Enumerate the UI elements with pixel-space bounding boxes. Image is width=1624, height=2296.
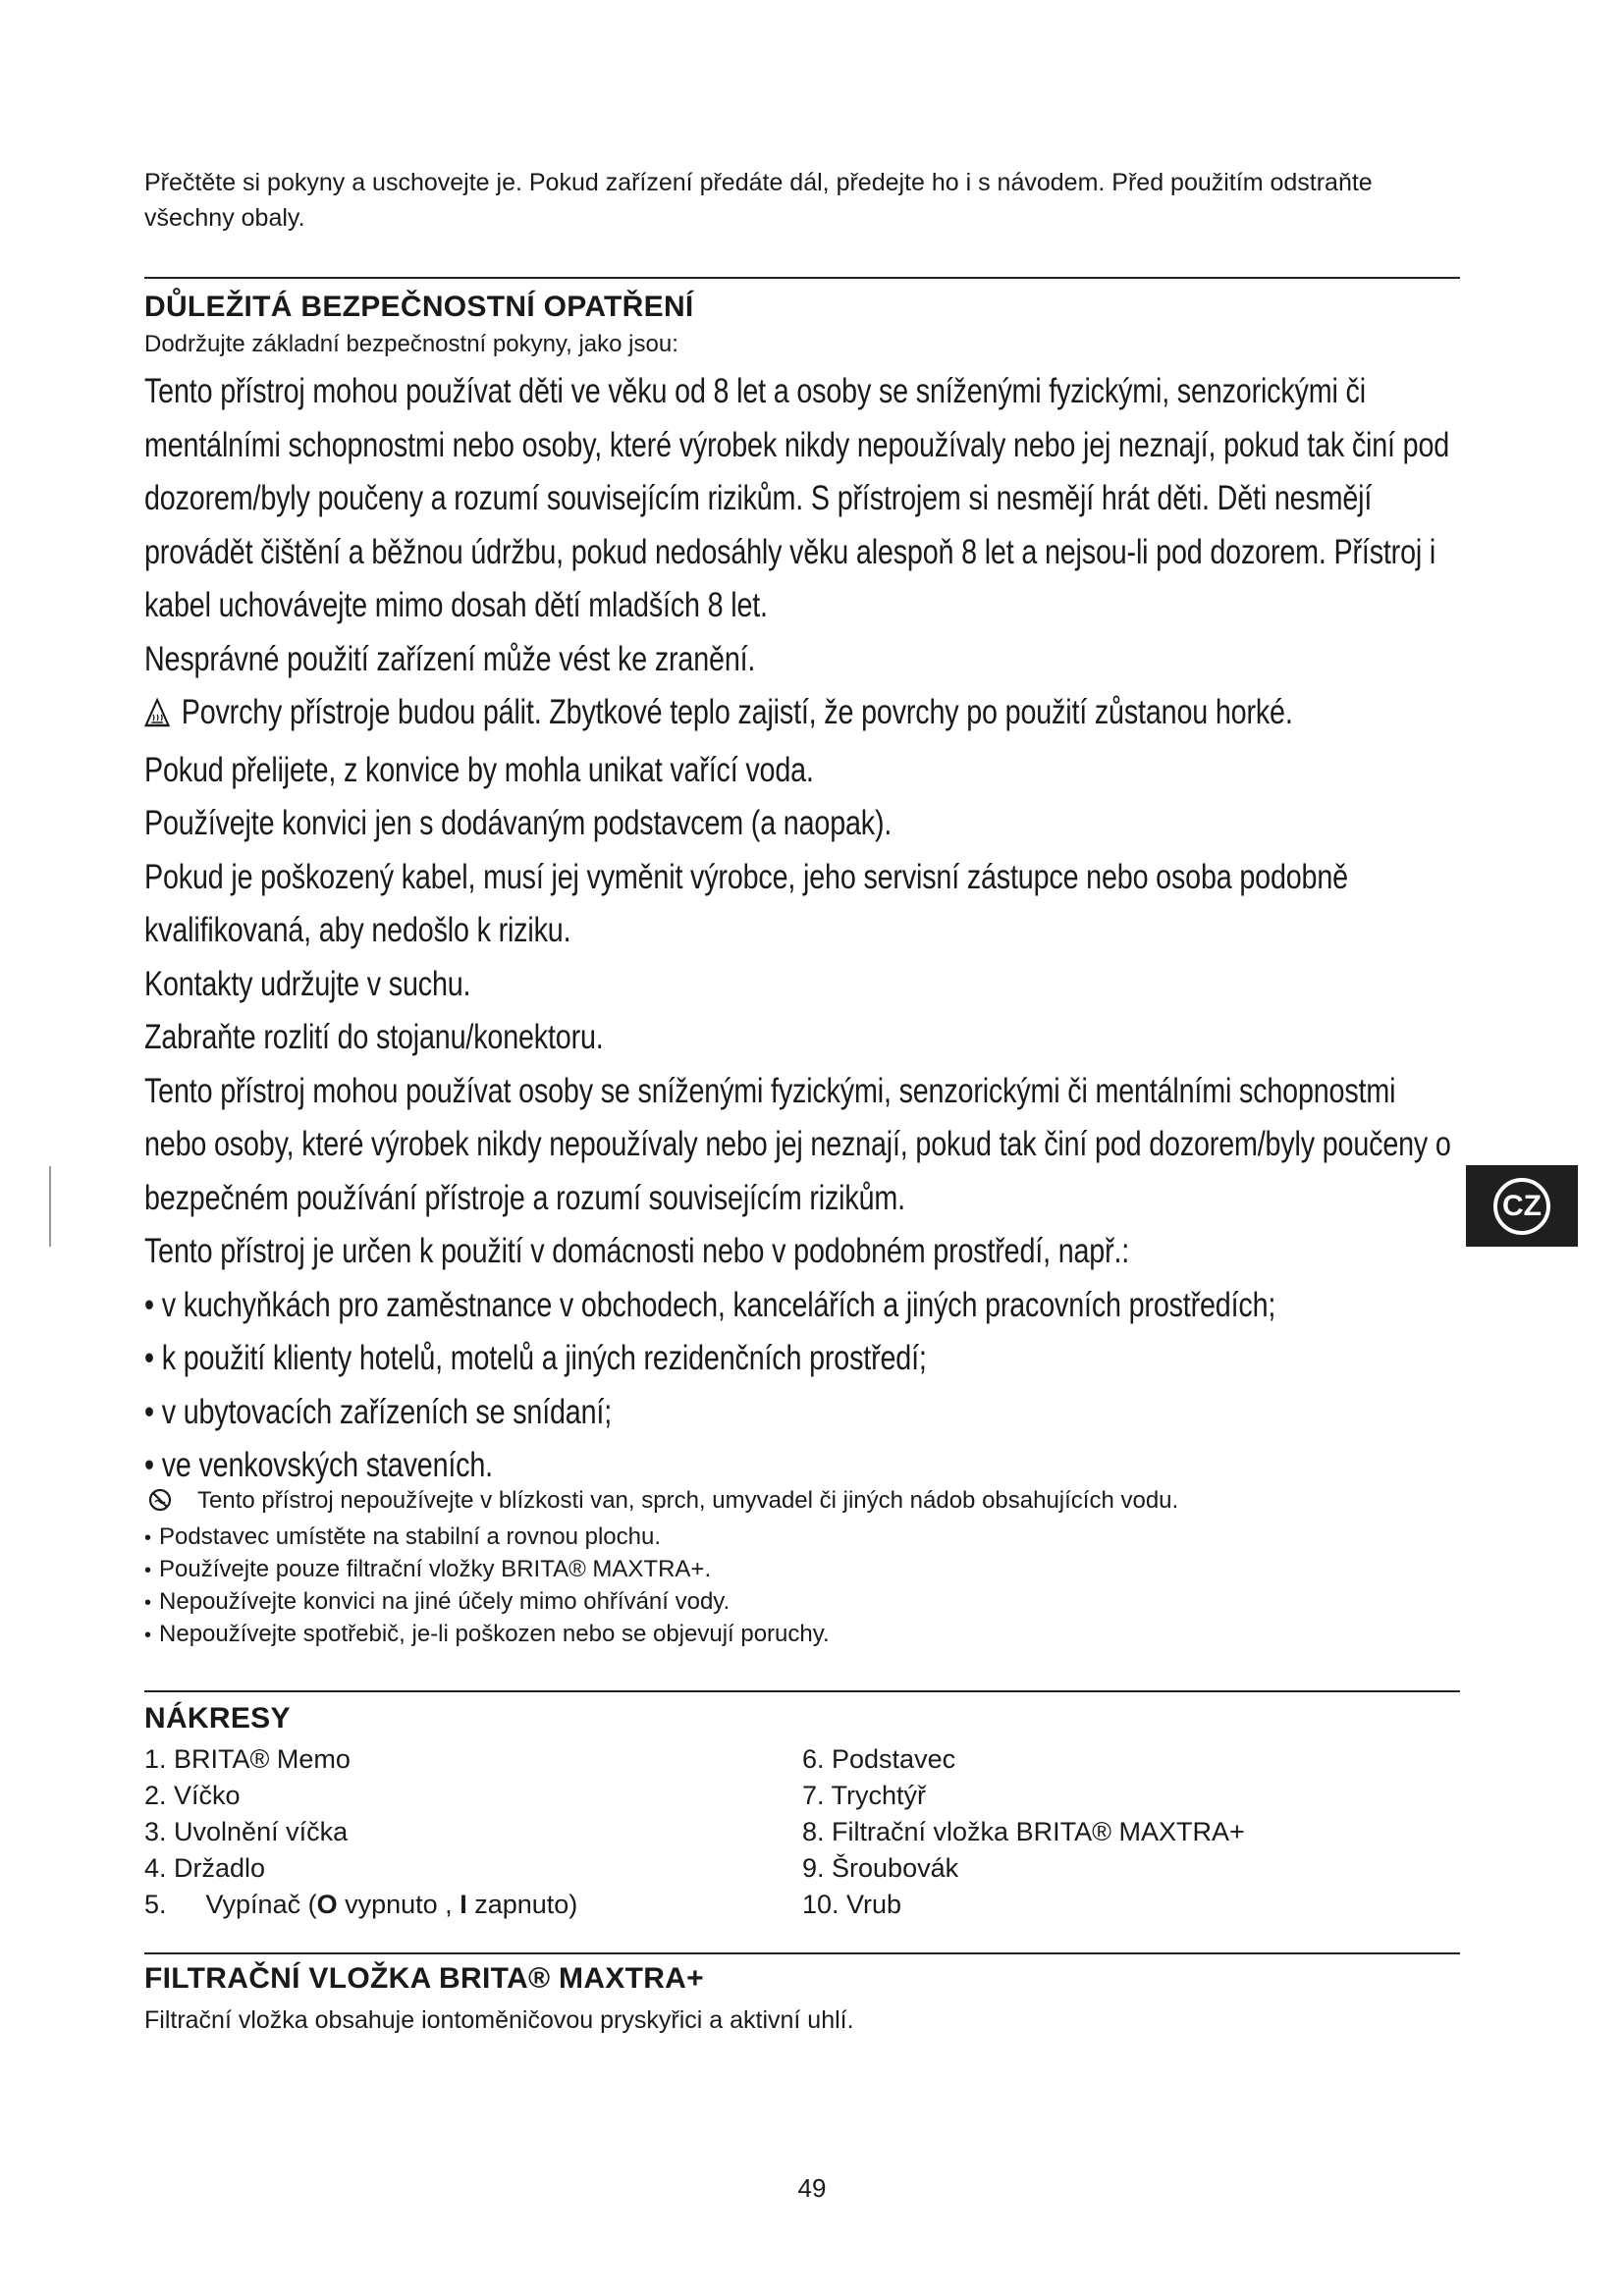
safety-paragraph: Nesprávné použití zařízení může vést ke zranění. xyxy=(144,639,756,678)
safety-paragraph: Tento přístroj je určen k použití v domácnosti nebo v podobném prostředí, např.: xyxy=(144,1232,1130,1270)
drawing-item: 8. Filtrační vložka BRITA® MAXTRA+ xyxy=(802,1816,1245,1846)
intro-text: Přečtěte si pokyny a uschovejte je. Pokud zařízení předáte dál, předejte ho i s návodem. Před použitím odstraňte všechny obaly. xyxy=(144,169,1373,232)
hot-surface-warning xyxy=(144,686,1457,744)
safety-heading: DŮLEŽITÁ BEZPEČNOSTNÍ OPATŘENÍ xyxy=(144,291,694,323)
water-warning-text: Tento přístroj nepoužívejte v blízkosti van, sprch, umyvadel či jiných nádob obsahujících vodu. xyxy=(197,1486,1179,1514)
small-bullet: • Podstavec umístěte na stabilní a rovnou plochu. xyxy=(144,1522,661,1550)
safety-paragraph: Používejte konvici jen s dodávaným podstavcem (a naopak). xyxy=(144,804,893,842)
drawings-heading: NÁKRESY xyxy=(144,1701,291,1735)
manual-page xyxy=(144,165,1460,2037)
safety-paragraph: Pokud přelijete, z konvice by mohla unikat vařící voda. xyxy=(144,750,814,789)
drawings-left-column xyxy=(144,1741,802,1923)
small-bullet: • Nepoužívejte konvici na jiné účely mimo ohřívání vody. xyxy=(144,1587,731,1615)
usage-bullet: • v ubytovacích zařízeních se snídaní; xyxy=(144,1386,1457,1440)
language-tab xyxy=(1466,1165,1578,1247)
safety-paragraph: Zabraňte rozlití do stojanu/konektoru. xyxy=(144,1018,604,1056)
section-divider xyxy=(144,277,1460,279)
drawing-item: 3. Uvolnění víčka xyxy=(144,1816,349,1846)
drawing-item: 4. Držadlo xyxy=(144,1852,266,1883)
hot-surface-text: Povrchy přístroje budou pálit. Zbytkové teplo zajistí, že povrchy po použití zůstanou horké. xyxy=(181,693,1293,731)
safety-paragraph: Tento přístroj mohou používat osoby se sníženými fyzickými, senzorickými či mentálními schopnostmi nebo osoby, které výrobek nikdy nepoužívaly nebo jej neznají, pokud tak činí pod dozorem/byly poučeny o bezpečném používání přístroje a rozumí souvisejícím rizikům. xyxy=(144,1071,1451,1217)
small-bullet: • Používejte pouze filtrační vložky BRITA® MAXTRA+. xyxy=(144,1555,712,1582)
filter-text: Filtrační vložka obsahuje iontoměničovou pryskyřici a aktivní uhlí. xyxy=(144,2005,854,2034)
drawing-item: 2. Víčko xyxy=(144,1780,241,1810)
drawing-item: 1. BRITA® Memo xyxy=(144,1743,351,1774)
drawings-list xyxy=(144,1741,1460,1923)
drawing-item-switch: 5. Vypínač (O vypnuto , I zapnuto) xyxy=(144,1889,578,1919)
page-number: 49 xyxy=(797,2173,827,2203)
usage-bullet: • ve venkovských staveních. xyxy=(144,1439,1457,1493)
hot-surface-icon xyxy=(144,690,170,744)
usage-bullet: • v kuchyňkách pro zaměstnance v obchodech, kancelářích a jiných pracovních prostředích; xyxy=(144,1279,1457,1333)
section-divider xyxy=(144,1690,1460,1692)
safety-paragraph: Kontakty udržujte v suchu. xyxy=(144,964,471,1003)
safety-paragraph: Pokud je poškozený kabel, musí jej vyměnit výrobce, jeho servisní zástupce nebo osoba podobně kvalifikovaná, aby nedošlo k riziku. xyxy=(144,857,1348,949)
drawing-item: 7. Trychtýř xyxy=(802,1780,927,1810)
safety-instructions xyxy=(144,365,1460,1493)
filter-heading: FILTRAČNÍ VLOŽKA BRITA® MAXTRA+ xyxy=(144,1961,704,1995)
safety-paragraph: Tento přístroj mohou používat děti ve věku od 8 let a osoby se sníženými fyzickými, senzorickými či mentálními schopnostmi nebo osoby, které výrobek nikdy nepoužívaly nebo jej neznají, pokud tak činí pod dozorem/byly poučeny a rozumí souvisejícím rizikům. S přístrojem si nesmějí hrát děti. Děti nesmějí provádět čištění a běžnou údržbu, pokud nedosáhly věku alespoň 8 let a nejsou-li pod dozorem. Přístroj i kabel uchovávejte mimo dosah dětí mladších 8 let. xyxy=(144,372,1450,624)
margin-mark xyxy=(49,1166,51,1247)
drawing-item: 10. Vrub xyxy=(802,1889,902,1919)
drawing-item: 6. Podstavec xyxy=(802,1743,956,1774)
usage-bullet: • k použití klienty hotelů, motelů a jiných rezidenčních prostředí; xyxy=(144,1332,1457,1386)
language-badge: CZ xyxy=(1493,1178,1550,1235)
drawings-right-column xyxy=(802,1741,1460,1923)
small-bullet: • Nepoužívejte spotřebič, je-li poškozen nebo se objevují poruchy. xyxy=(144,1620,830,1647)
safety-subheading: Dodržujte základní bezpečnostní pokyny, jako jsou: xyxy=(144,331,678,357)
drawing-item: 9. Šroubovák xyxy=(802,1852,959,1883)
section-divider xyxy=(144,1952,1460,1954)
